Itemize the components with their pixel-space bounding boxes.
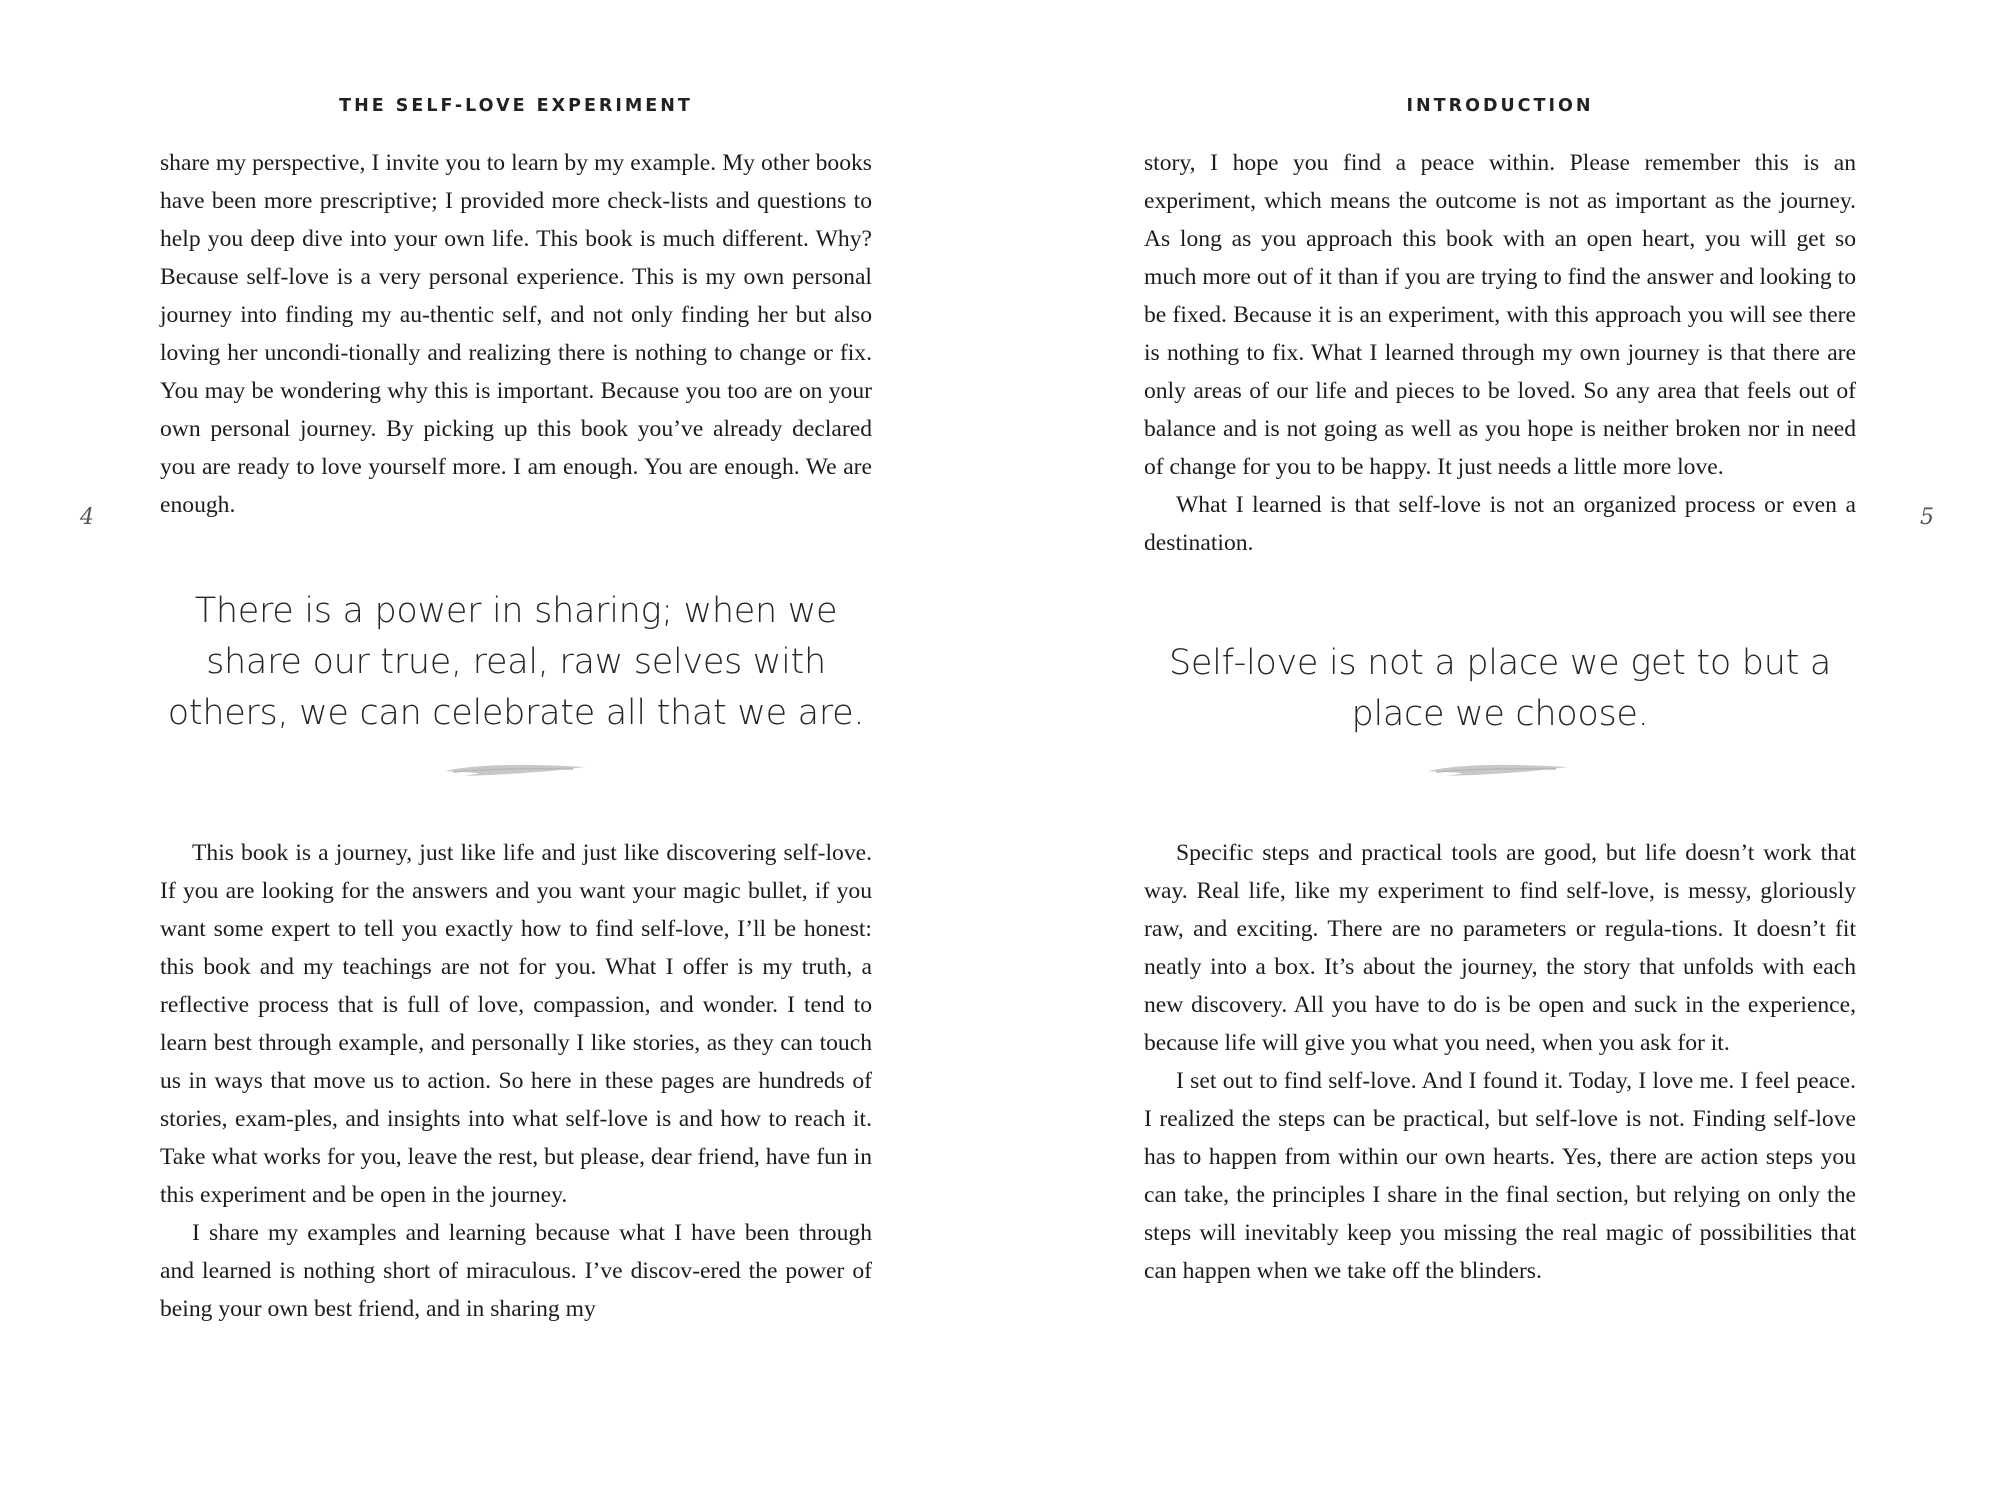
right-top-text (1144, 144, 1856, 562)
running-head-left: THE SELF-LOVE EXPERIMENT (339, 96, 693, 116)
right-page (1000, 0, 2000, 1500)
page-number-left: 4 (80, 505, 94, 530)
left-top-text (160, 144, 872, 524)
paragraph: What I learned is that self-love is not an organized process or even a destination. (1144, 492, 1856, 556)
running-head-right: INTRODUCTION (1406, 96, 1594, 116)
paragraph: This book is a journey, just like life and just like discovering self-love. If you are looking for the answers and you want your magic bullet, if you want some expert to tell you exactly how to find self-love, I’ll be honest: this book and my teachings are not for you. What I offer is my truth, a reflective process that is full of love, compassion, and wonder. I tend to learn best through example, and personally I like stories, as they can touch us in ways that move us to action. So here in these pages are hundreds of stories, exam-ples, and insights into what self-love is and how to reach it. Take what works for you, leave the rest, but please, dear friend, have fun in this experiment and be open in the journey. (160, 840, 872, 1208)
pull-quote-right: Self-love is not a place we get to but a place we choose. (1169, 643, 1831, 734)
brush-stroke-ornament-left (443, 759, 587, 781)
pull-quote-left: There is a power in sharing; when we share our true, real, raw selves with others, we can celebrate all that we are. (167, 591, 865, 733)
paragraph-continued: story, I hope you find a peace within. Please remember this is an experiment, which means the outcome is not as important as the journey. As long as you approach this book with an open heart, you will get so much more out of it than if you are trying to find the answer and looking to be fixed. Because it is an experiment, with this approach you will see there is nothing to fix. What I learned through my own journey is that there are only areas of our life and pieces to be loved. So any area that feels out of balance and is not going as well as you hope is neither broken nor in need of change for you to be happy. It just needs a little more love. (1144, 150, 1856, 480)
paragraph: Specific steps and practical tools are good, but life doesn’t work that way. Real life, like my experiment to find self-love, is messy, gloriously raw, and exciting. There are no parameters or regula-tions. It doesn’t fit neatly into a box. It’s about the journey, the story that unfolds with each new discovery. All you have to do is be open and suck in the experience, because life will give you what you need, when you ask for it. (1144, 840, 1856, 1056)
brush-stroke-ornament-right (1426, 759, 1570, 781)
paragraph-continued: share my perspective, I invite you to learn by my example. My other books have been more prescriptive; I provided more check-lists and questions to help you deep dive into your own life. This book is much different. Why? Because self-love is a very personal experience. This is my own personal journey into finding my au-thentic self, and not only finding her but also loving her uncondi-tionally and realizing there is nothing to change or fix. You may be wondering why this is important. Because you too are on your own personal journey. By picking up this book you’ve already declared you are ready to love yourself more. I am enough. You are enough. We are enough. (160, 150, 872, 518)
right-bottom-text (1144, 834, 1856, 1290)
left-bottom-text (160, 834, 872, 1328)
paragraph: I set out to find self-love. And I found it. Today, I love me. I feel peace. I realized the steps can be practical, but self-love is not. Finding self-love has to happen from within our own hearts. Yes, there are action steps you can take, the principles I share in the final section, but relying on only the steps will inevitably keep you missing the real magic of possibilities that can happen when we take off the blinders. (1144, 1068, 1856, 1284)
page-number-right: 5 (1920, 505, 1934, 530)
paragraph: I share my examples and learning because what I have been through and learned is nothing short of miraculous. I’ve discov-ered the power of being your own best friend, and in sharing my (160, 1220, 872, 1322)
